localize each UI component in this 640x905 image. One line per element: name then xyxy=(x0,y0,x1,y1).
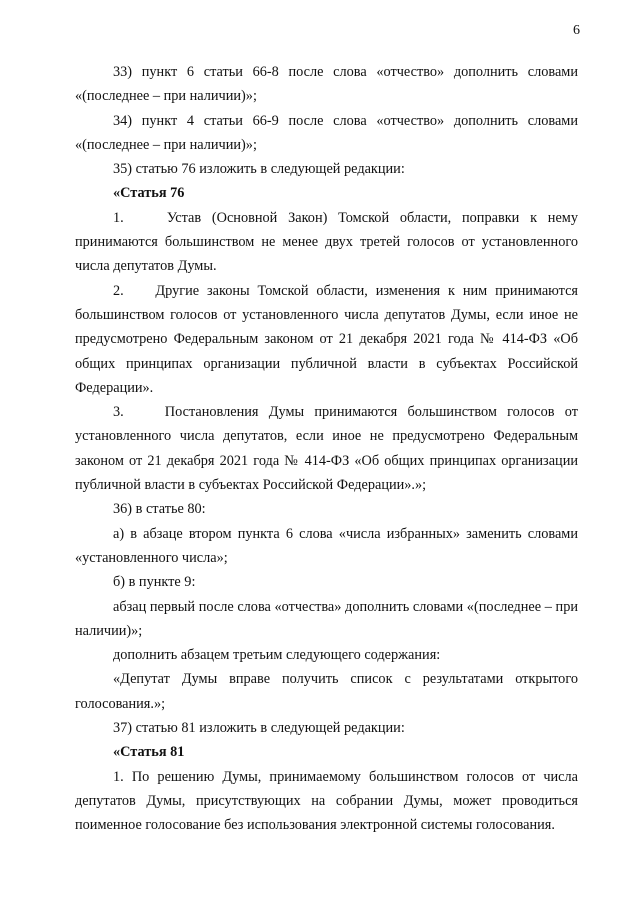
article-81-heading: «Статья 81 xyxy=(113,744,185,761)
subitem-b: б) в пункте 9: xyxy=(113,574,196,591)
paragraph-item-35: 35) статью 76 изложить в следующей редакции: xyxy=(113,161,405,178)
subitem-a: а) в абзаце втором пункта 6 слова «числа избранных» заменить словами «установленного числа»; xyxy=(75,525,578,566)
article-76-clause-1: 1. Устав (Основной Закон) Томской области, поправки к нему принимаются большинством не менее двух третей голосов от установленного числа депутатов Думы. xyxy=(75,209,582,275)
article-81-clause-1: 1. По решению Думы, принимаемому большинством голосов от числа депутатов Думы, присутствующих на собрании Думы, может проводиться поименное голосование без использования электронной системы голосования. xyxy=(75,768,578,834)
document-body xyxy=(75,60,582,838)
paragraph-item-37: 37) статью 81 изложить в следующей редакции: xyxy=(113,720,405,737)
article-76-clause-2: 2. Другие законы Томской области, изменения к ним принимаются большинством голосов от установленного числа депутатов Думы, если иное не предусмотрено Федеральным законом от 21 декабря 2021 года № 414-ФЗ «Об общих принципах организации публичной власти в субъектах Российской Федерации». xyxy=(75,282,582,396)
article-76-clause-3: 3. Постановления Думы принимаются большинством голосов от установленного числа депутатов, если иное не предусмотрено Федеральным законом от 21 декабря 2021 года № 414-ФЗ «Об общих принципах организации публичной власти в субъектах Российской Федерации».»; xyxy=(75,404,582,494)
paragraph-item-34: 34) пункт 4 статьи 66-9 после слова «отчество» дополнить словами «(последнее – при наличии)»; xyxy=(75,112,578,153)
subitem-b-para-2: дополнить абзацем третьим следующего содержания: xyxy=(113,647,441,664)
page-number: 6 xyxy=(573,23,580,38)
subitem-b-para-1: абзац первый после слова «отчества» дополнить словами «(последнее – при наличии)»; xyxy=(75,598,578,639)
article-76-heading: «Статья 76 xyxy=(113,185,185,202)
subitem-b-quote: «Депутат Думы вправе получить список с результатами открытого голосования.»; xyxy=(75,671,578,712)
paragraph-item-33: 33) пункт 6 статьи 66-8 после слова «отчество» дополнить словами «(последнее – при наличии)»; xyxy=(75,64,578,105)
paragraph-item-36: 36) в статье 80: xyxy=(113,501,206,518)
